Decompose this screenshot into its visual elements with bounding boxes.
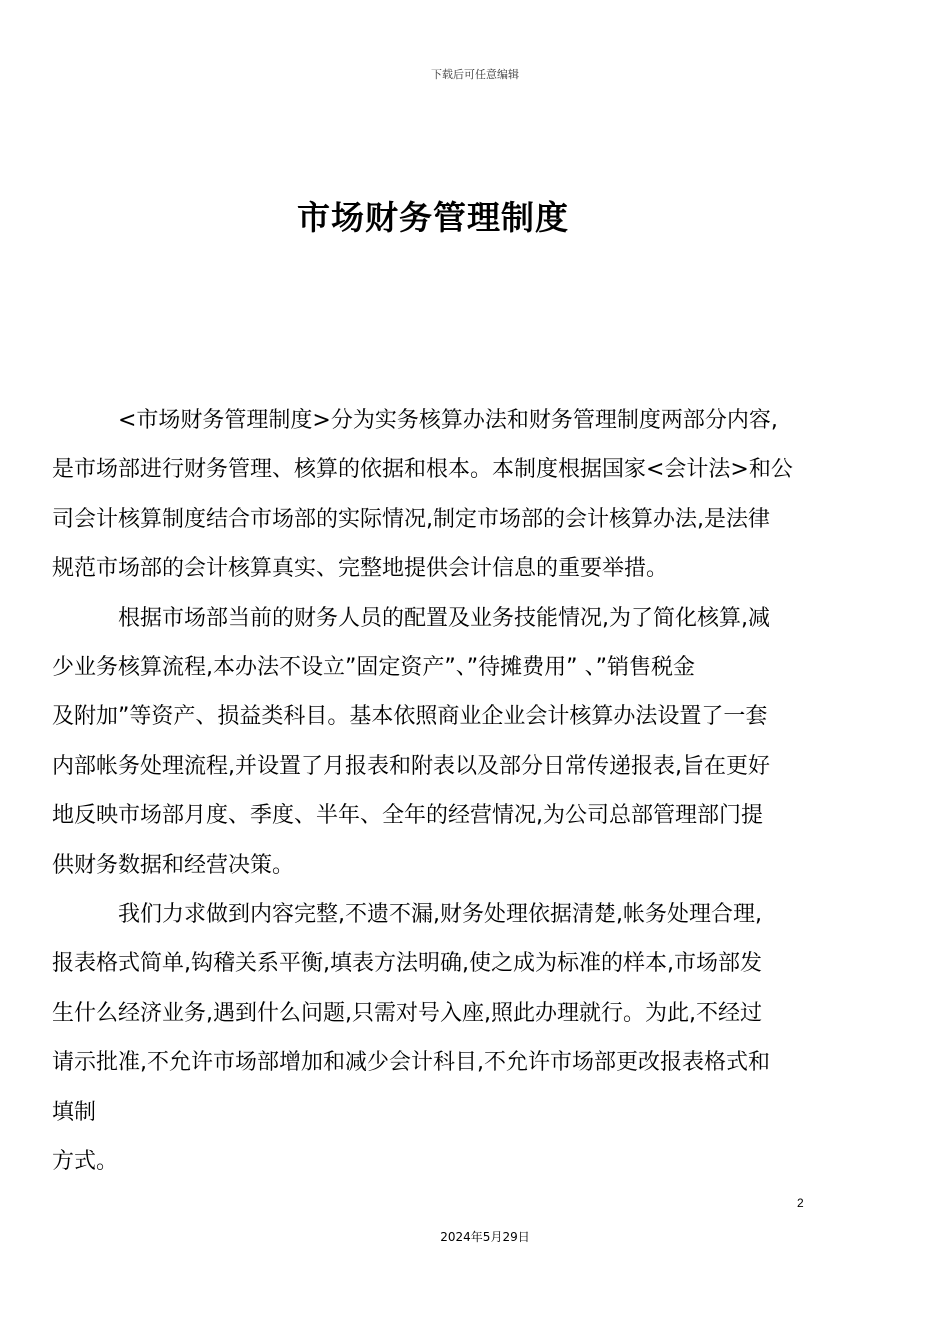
page-number: 2 [797,1196,804,1210]
text-line: 司会计核算制度结合市场部的实际情况,制定市场部的会计核算办法,是法律 [52,506,770,532]
document-title: 市场财务管理制度 [297,198,569,237]
text-line: 我们力求做到内容完整,不遗不漏,财务处理依据清楚,帐务处理合理, [118,902,762,928]
paragraph-2 [52,594,902,890]
text-line: 根据市场部当前的财务人员的配置及业务技能情况,为了简化核算,减 [118,605,770,631]
document-body [52,396,902,1187]
text-line: 少业务核算流程,本办法不设立”固定资产”、”待摊费用” 、”销售税金 [52,655,695,681]
text-line: 内部帐务处理流程,并设置了月报表和附表以及部分日常传递报表,旨在更好 [52,753,770,779]
text-line: 请示批准,不允许市场部增加和减少会计科目,不允许市场部更改报表格式和 [52,1050,770,1076]
text-line: 生什么经济业务,遇到什么问题,只需对号入座,照此办理就行。为此,不经过 [52,1000,762,1026]
text-line: 规范市场部的会计核算真实、完整地提供会计信息的重要举措。 [52,556,669,582]
text-line: 方式。 [52,1149,119,1175]
text-line: 填制 [52,1099,97,1125]
text-line: 供财务数据和经营决策。 [52,852,295,878]
footer-date: 2024年5月29日 [440,1230,530,1244]
header-note: 下载后可任意编辑 [431,68,519,81]
text-line: <市场财务管理制度>分为实务核算办法和财务管理制度两部分内容, [118,408,778,433]
paragraph-4 [52,1137,902,1186]
paragraph-3 [52,890,902,1137]
text-line: 是市场部进行财务管理、核算的依据和根本。本制度根据国家<会计法>和公 [52,457,793,483]
text-line: 及附加”等资产、损益类科目。基本依照商业企业会计核算办法设置了一套 [52,704,768,730]
paragraph-1 [52,396,902,594]
text-line: 报表格式简单,钩稽关系平衡,填表方法明确,使之成为标准的样本,市场部发 [52,951,762,977]
text-line: 地反映市场部月度、季度、半年、全年的经营情况,为公司总部管理部门提 [52,803,763,829]
